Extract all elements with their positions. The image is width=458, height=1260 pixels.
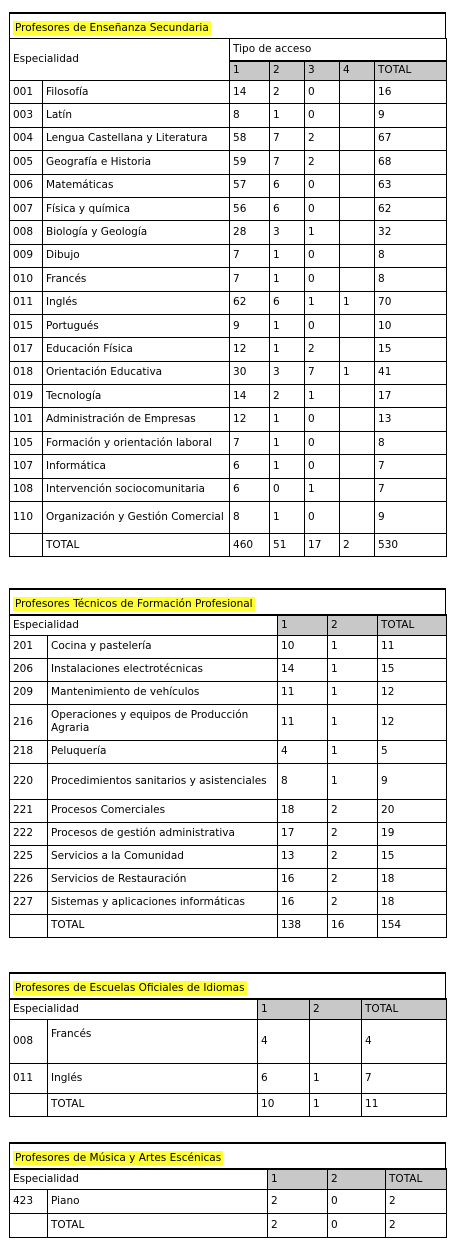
row-value: 7: [375, 455, 447, 478]
row-value: 7: [230, 268, 270, 291]
table-row: [10, 314, 447, 337]
row-value: [340, 104, 375, 127]
row-value: [340, 268, 375, 291]
row-value: 4: [278, 740, 328, 763]
row-value: 8: [278, 763, 328, 799]
row-value: 1: [340, 291, 375, 314]
row-especialidad: Intervención sociocomunitaria: [43, 478, 230, 501]
row-especialidad: Inglés: [48, 1063, 258, 1093]
row-especialidad: Matemáticas: [43, 174, 230, 197]
row-code: 008: [10, 221, 43, 244]
row-value: 0: [305, 197, 340, 220]
row-value: 0: [305, 174, 340, 197]
row-code: 101: [10, 408, 43, 431]
table-row: [10, 174, 447, 197]
row-especialidad: Cocina y pastelería: [48, 635, 278, 658]
row-value: 2: [386, 1189, 447, 1213]
row-value: 1: [328, 763, 378, 799]
row-code: 004: [10, 127, 43, 150]
row-value: 32: [375, 221, 447, 244]
row-value: 12: [230, 338, 270, 361]
table-row: [10, 740, 447, 763]
col-header-total: TOTAL: [386, 1169, 447, 1189]
row-value: 8: [230, 502, 270, 534]
table-escuelas-idiomas: [9, 998, 447, 1117]
table-row: [10, 845, 447, 868]
row-code: 220: [10, 763, 48, 799]
row-especialidad: Formación y orientación laboral: [43, 431, 230, 454]
row-value: 13: [375, 408, 447, 431]
row-value: [340, 127, 375, 150]
row-value: 6: [230, 478, 270, 501]
row-value: 5: [378, 740, 447, 763]
row-value: 4: [362, 1019, 447, 1063]
table-row: [10, 268, 447, 291]
row-code: 227: [10, 891, 48, 914]
row-code: 007: [10, 197, 43, 220]
row-value: 11: [378, 635, 447, 658]
col-header-2: 2: [328, 1169, 386, 1189]
row-value: 0: [305, 314, 340, 337]
row-code: 221: [10, 799, 48, 822]
row-value: 1: [270, 314, 305, 337]
row-value: 62: [375, 197, 447, 220]
section-escuelas-idiomas: [9, 972, 446, 1117]
row-value: 0: [305, 431, 340, 454]
total-row: [10, 1213, 447, 1237]
col-header-total: TOTAL: [375, 61, 447, 81]
total-value: 460: [230, 534, 270, 557]
row-value: 3: [270, 221, 305, 244]
row-value: 11: [278, 704, 328, 740]
col-header-total: TOTAL: [378, 615, 447, 635]
table-row: [10, 244, 447, 267]
row-code: 423: [10, 1189, 48, 1213]
row-value: [340, 478, 375, 501]
table-musica-artes: [9, 1168, 447, 1238]
row-value: 1: [305, 478, 340, 501]
row-code: 005: [10, 151, 43, 174]
row-value: 2: [270, 81, 305, 104]
row-code: 222: [10, 822, 48, 845]
row-value: 0: [305, 455, 340, 478]
col-header-4: 4: [340, 61, 375, 81]
row-value: 16: [278, 891, 328, 914]
row-value: 6: [270, 174, 305, 197]
table-row: [10, 658, 447, 681]
table-row: [10, 104, 447, 127]
header-especialidad: Especialidad: [10, 39, 230, 81]
total-code-cell: [10, 914, 48, 937]
row-code: 003: [10, 104, 43, 127]
row-value: [340, 174, 375, 197]
row-value: 18: [278, 799, 328, 822]
row-especialidad: Servicios a la Comunidad: [48, 845, 278, 868]
row-value: [340, 455, 375, 478]
row-value: 28: [230, 221, 270, 244]
col-header-2: 2: [328, 615, 378, 635]
table-row: [10, 338, 447, 361]
row-especialidad: Mantenimiento de vehículos: [48, 681, 278, 704]
section-title: Profesores de Escuelas Oficiales de Idiomas: [15, 982, 245, 994]
row-value: 0: [305, 268, 340, 291]
row-code: 009: [10, 244, 43, 267]
row-especialidad: Piano: [48, 1189, 268, 1213]
row-value: [340, 502, 375, 534]
row-code: 216: [10, 704, 48, 740]
row-value: [340, 244, 375, 267]
table-row: [10, 361, 447, 384]
row-value: 7: [362, 1063, 447, 1093]
row-value: [340, 408, 375, 431]
table-row: [10, 291, 447, 314]
row-value: 8: [375, 244, 447, 267]
table-row: [10, 197, 447, 220]
row-code: 019: [10, 385, 43, 408]
row-especialidad: Instalaciones electrotécnicas: [48, 658, 278, 681]
table-tecnicos-fp: [9, 614, 447, 938]
row-value: 63: [375, 174, 447, 197]
row-value: 67: [375, 127, 447, 150]
row-code: 105: [10, 431, 43, 454]
table-ensenanza-secundaria: [9, 38, 447, 557]
row-value: 7: [230, 431, 270, 454]
row-value: 62: [230, 291, 270, 314]
total-value: 11: [362, 1093, 447, 1116]
row-value: 1: [328, 658, 378, 681]
row-value: 19: [378, 822, 447, 845]
row-especialidad: Procedimientos sanitarios y asistenciales: [48, 763, 278, 799]
table-row: [10, 868, 447, 891]
row-value: 16: [375, 81, 447, 104]
row-especialidad: Francés: [43, 268, 230, 291]
table-row: [10, 891, 447, 914]
total-value: 2: [268, 1213, 328, 1237]
row-value: 0: [305, 104, 340, 127]
row-value: 8: [230, 104, 270, 127]
row-value: 13: [278, 845, 328, 868]
header-tipo-acceso: Tipo de acceso: [230, 39, 447, 61]
row-value: 16: [278, 868, 328, 891]
row-value: 12: [378, 704, 447, 740]
row-especialidad: Informática: [43, 455, 230, 478]
row-value: 2: [328, 799, 378, 822]
total-value: 51: [270, 534, 305, 557]
row-value: [340, 338, 375, 361]
row-code: 018: [10, 361, 43, 384]
row-code: 011: [10, 1063, 48, 1093]
row-value: 1: [305, 385, 340, 408]
row-value: 6: [270, 291, 305, 314]
row-code: 110: [10, 502, 43, 534]
header-especialidad: Especialidad: [10, 999, 258, 1019]
row-especialidad: Portugués: [43, 314, 230, 337]
row-especialidad: Física y química: [43, 197, 230, 220]
row-value: 7: [270, 151, 305, 174]
row-value: 0: [305, 244, 340, 267]
table-row: [10, 431, 447, 454]
row-especialidad: Dibujo: [43, 244, 230, 267]
row-value: [340, 197, 375, 220]
total-value: 10: [258, 1093, 310, 1116]
row-value: 2: [328, 891, 378, 914]
row-value: 0: [305, 408, 340, 431]
row-value: 7: [270, 127, 305, 150]
row-especialidad: Procesos Comerciales: [48, 799, 278, 822]
section-ensenanza-secundaria: [9, 12, 446, 557]
col-header-2: 2: [270, 61, 305, 81]
row-value: 17: [375, 385, 447, 408]
row-value: 1: [270, 244, 305, 267]
row-value: [310, 1019, 362, 1063]
total-code-cell: [10, 534, 43, 557]
row-value: 0: [305, 502, 340, 534]
row-value: 2: [305, 127, 340, 150]
row-value: 15: [378, 658, 447, 681]
section-title-row: [9, 972, 446, 998]
row-value: 7: [230, 244, 270, 267]
row-especialidad: Servicios de Restauración: [48, 868, 278, 891]
row-value: 1: [310, 1063, 362, 1093]
section-title: Profesores de Enseñanza Secundaria: [15, 22, 209, 34]
row-value: 2: [328, 868, 378, 891]
row-value: 1: [328, 740, 378, 763]
row-code: 008: [10, 1019, 48, 1063]
row-value: 70: [375, 291, 447, 314]
row-code: 201: [10, 635, 48, 658]
row-code: 108: [10, 478, 43, 501]
row-value: 4: [258, 1019, 310, 1063]
col-header-2: 2: [310, 999, 362, 1019]
col-header-1: 1: [258, 999, 310, 1019]
row-value: 1: [270, 268, 305, 291]
row-value: 6: [230, 455, 270, 478]
header-especialidad: Especialidad: [10, 1169, 268, 1189]
row-value: 12: [378, 681, 447, 704]
row-value: 2: [268, 1189, 328, 1213]
section-musica-artes: [9, 1142, 446, 1238]
section-title-row: [9, 12, 446, 38]
row-value: 2: [328, 822, 378, 845]
row-code: 001: [10, 81, 43, 104]
row-value: 14: [278, 658, 328, 681]
row-especialidad: Lengua Castellana y Literatura: [43, 127, 230, 150]
row-value: 2: [305, 151, 340, 174]
row-value: 1: [328, 704, 378, 740]
total-value: 154: [378, 914, 447, 937]
row-value: 8: [375, 268, 447, 291]
row-value: [340, 151, 375, 174]
row-especialidad: Latín: [43, 104, 230, 127]
table-row: [10, 221, 447, 244]
row-value: 11: [278, 681, 328, 704]
total-value: 1: [310, 1093, 362, 1116]
row-especialidad: Geografía e Historia: [43, 151, 230, 174]
row-value: 1: [270, 431, 305, 454]
row-value: 7: [375, 478, 447, 501]
row-value: 14: [230, 385, 270, 408]
table-row: [10, 1063, 447, 1093]
row-value: 17: [278, 822, 328, 845]
row-especialidad: Sistemas y aplicaciones informáticas: [48, 891, 278, 914]
total-value: 138: [278, 914, 328, 937]
table-row: [10, 681, 447, 704]
row-value: 1: [305, 221, 340, 244]
row-value: 68: [375, 151, 447, 174]
total-value: 2: [340, 534, 375, 557]
table-row: [10, 1189, 447, 1213]
section-title-row: [9, 1142, 446, 1168]
table-row: [10, 763, 447, 799]
row-value: 15: [378, 845, 447, 868]
row-value: 6: [270, 197, 305, 220]
table-row: [10, 704, 447, 740]
total-label: TOTAL: [48, 1093, 258, 1116]
row-code: 209: [10, 681, 48, 704]
section-title: Profesores Técnicos de Formación Profesional: [15, 598, 253, 610]
table-row: [10, 502, 447, 534]
table-row: [10, 822, 447, 845]
total-code-cell: [10, 1093, 48, 1116]
row-value: 2: [270, 385, 305, 408]
row-especialidad: Organización y Gestión Comercial: [43, 502, 230, 534]
total-code-cell: [10, 1213, 48, 1237]
row-value: 0: [305, 81, 340, 104]
row-value: 30: [230, 361, 270, 384]
total-row: [10, 1093, 447, 1116]
row-value: 10: [278, 635, 328, 658]
table-row: [10, 455, 447, 478]
row-code: 107: [10, 455, 43, 478]
row-value: 18: [378, 868, 447, 891]
row-code: 011: [10, 291, 43, 314]
row-value: 1: [340, 361, 375, 384]
row-value: 1: [270, 338, 305, 361]
total-label: TOTAL: [48, 914, 278, 937]
row-value: 41: [375, 361, 447, 384]
row-value: 57: [230, 174, 270, 197]
row-value: 9: [375, 104, 447, 127]
row-especialidad: Educación Física: [43, 338, 230, 361]
row-value: 1: [270, 455, 305, 478]
row-value: [340, 314, 375, 337]
row-value: 3: [270, 361, 305, 384]
row-code: 226: [10, 868, 48, 891]
row-value: [340, 385, 375, 408]
row-especialidad: Administración de Empresas: [43, 408, 230, 431]
row-especialidad: Biología y Geología: [43, 221, 230, 244]
table-row: [10, 478, 447, 501]
row-especialidad: Inglés: [43, 291, 230, 314]
row-value: 10: [375, 314, 447, 337]
row-code: 015: [10, 314, 43, 337]
total-row: [10, 914, 447, 937]
row-especialidad: Peluquería: [48, 740, 278, 763]
header-especialidad: Especialidad: [10, 615, 278, 635]
row-value: 14: [230, 81, 270, 104]
row-value: 18: [378, 891, 447, 914]
row-value: 9: [375, 502, 447, 534]
row-value: 59: [230, 151, 270, 174]
table-row: [10, 81, 447, 104]
row-code: 017: [10, 338, 43, 361]
row-especialidad: Francés: [48, 1019, 258, 1063]
table-row: [10, 408, 447, 431]
row-value: 1: [305, 291, 340, 314]
row-especialidad: Orientación Educativa: [43, 361, 230, 384]
row-especialidad: Filosofía: [43, 81, 230, 104]
row-value: [340, 431, 375, 454]
row-code: 006: [10, 174, 43, 197]
table-row: [10, 799, 447, 822]
row-value: 1: [270, 408, 305, 431]
total-value: 0: [328, 1213, 386, 1237]
row-value: 20: [378, 799, 447, 822]
section-title-row: [9, 588, 446, 614]
row-especialidad: Operaciones y equipos de Producción Agraria: [48, 704, 278, 740]
row-especialidad: Procesos de gestión administrativa: [48, 822, 278, 845]
table-row: [10, 385, 447, 408]
row-value: 0: [328, 1189, 386, 1213]
total-label: TOTAL: [43, 534, 230, 557]
col-header-1: 1: [278, 615, 328, 635]
row-value: 6: [258, 1063, 310, 1093]
total-value: 530: [375, 534, 447, 557]
row-code: 225: [10, 845, 48, 868]
col-header-3: 3: [305, 61, 340, 81]
row-value: 0: [270, 478, 305, 501]
row-value: 1: [328, 681, 378, 704]
section-title: Profesores de Música y Artes Escénicas: [15, 1152, 222, 1164]
total-value: 2: [386, 1213, 447, 1237]
row-value: 7: [305, 361, 340, 384]
total-row: [10, 534, 447, 557]
total-value: 17: [305, 534, 340, 557]
row-value: 15: [375, 338, 447, 361]
row-value: [340, 221, 375, 244]
row-value: 56: [230, 197, 270, 220]
row-code: 206: [10, 658, 48, 681]
row-value: 1: [270, 502, 305, 534]
table-row: [10, 635, 447, 658]
row-value: 9: [230, 314, 270, 337]
row-value: 12: [230, 408, 270, 431]
section-tecnicos-fp: [9, 588, 446, 938]
table-row: [10, 1019, 447, 1063]
table-row: [10, 151, 447, 174]
row-value: [340, 81, 375, 104]
row-value: 1: [328, 635, 378, 658]
row-value: 8: [375, 431, 447, 454]
row-code: 010: [10, 268, 43, 291]
row-code: 218: [10, 740, 48, 763]
row-value: 1: [270, 104, 305, 127]
total-value: 16: [328, 914, 378, 937]
col-header-1: 1: [230, 61, 270, 81]
row-value: 9: [378, 763, 447, 799]
row-especialidad: Tecnología: [43, 385, 230, 408]
col-header-total: TOTAL: [362, 999, 447, 1019]
col-header-1: 1: [268, 1169, 328, 1189]
row-value: 58: [230, 127, 270, 150]
total-label: TOTAL: [48, 1213, 268, 1237]
table-row: [10, 127, 447, 150]
row-value: 2: [305, 338, 340, 361]
row-value: 2: [328, 845, 378, 868]
